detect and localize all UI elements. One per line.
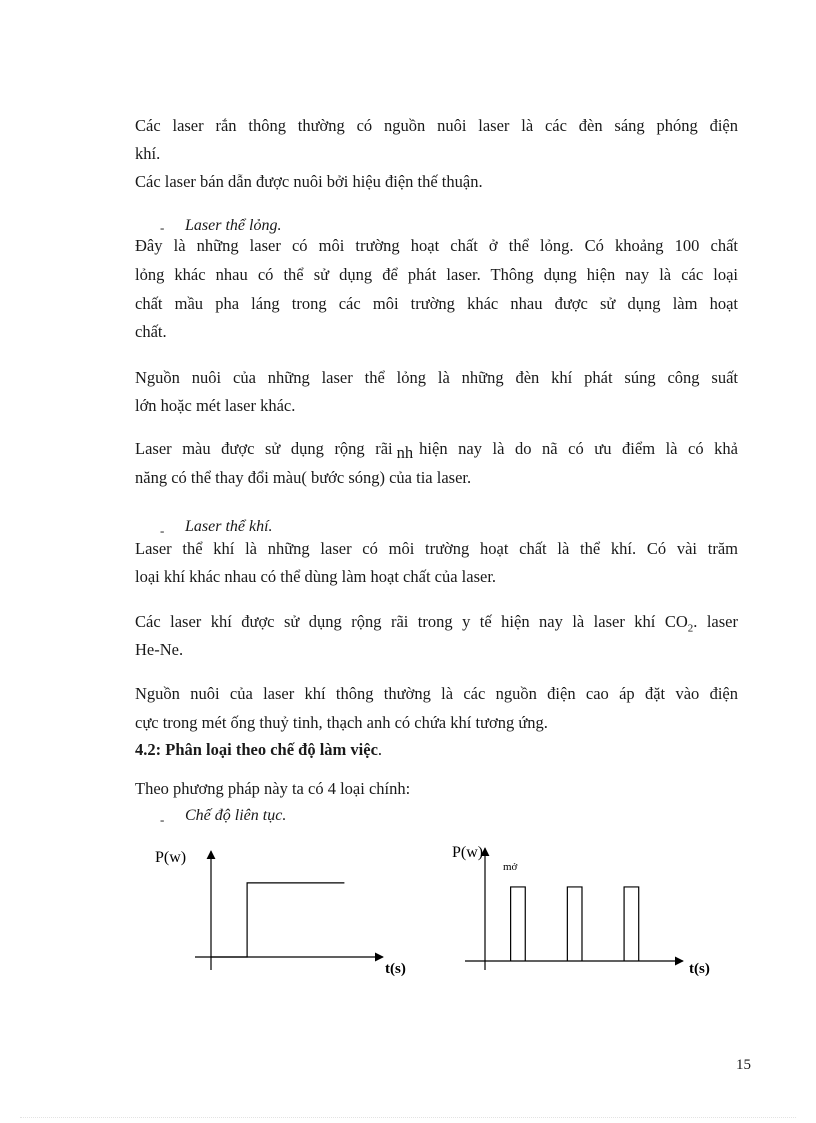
chart-1-y-label: P(w) <box>155 849 187 866</box>
co2-text-b: . laser <box>693 612 738 631</box>
chart-1-continuous-series <box>211 883 344 957</box>
co2-text-a: Các laser khí được sử dụng rộng rãi trong y tế hiện nay là laser khí CO <box>135 612 688 631</box>
subheading-liquid-laser: Laser thể lỏng. <box>185 217 282 234</box>
dye-laser-inserted-nh: nh <box>396 443 414 462</box>
paragraph-solid-laser-line-2: khí. <box>135 144 161 163</box>
chart-2-y-label: P(w) <box>452 844 484 861</box>
section-heading-dot: . <box>377 740 383 759</box>
chart-2-pulse-2 <box>567 887 582 961</box>
chart-1-x-label: t(s) <box>385 961 406 977</box>
page-bottom-dotted-rule <box>20 1117 796 1118</box>
paragraph-liquid-source-line-1: Nguồn nuôi của những laser thể lỏng là những đèn khí phát súng công suất <box>135 368 738 387</box>
paragraph-liquid-source-line-2: lớn hoặc mét laser khác. <box>135 396 296 415</box>
paragraph-gas-source-line-2: cực trong mét ống thuỷ tinh, thạch anh có chứa khí tương ứng. <box>135 713 548 732</box>
paragraph-dye-laser-line-2: năng có thể thay đổi màu( bước sóng) của tia laser. <box>135 468 472 487</box>
bullet-mark: - <box>160 220 165 235</box>
paragraph-co2-line-2: He-Ne. <box>135 640 184 659</box>
chart-2-pulse-3 <box>624 887 639 961</box>
paragraph-liquid-line-3: chất mầu pha láng trong các môi trường khác nhau được sử dụng làm hoạt <box>135 294 738 313</box>
chart-2-pulse-1 <box>511 887 526 961</box>
section-heading-text: 4.2: Phân loại theo chế độ làm việc <box>135 740 378 759</box>
page-number: 15 <box>736 1057 751 1073</box>
paragraph-liquid-line-4: chất. <box>135 322 167 341</box>
chart-2-x-label: t(s) <box>689 961 710 977</box>
co2-subscript: 2 <box>687 622 694 635</box>
bullet-mark: - <box>160 812 165 827</box>
paragraph-solid-laser-line-1: Các laser rắn thông thường có nguồn nuôi laser là các đèn sáng phóng điện <box>135 116 738 135</box>
paragraph-gas-line-1: Laser thể khí là những laser có môi trường hoạt chất là thể khí. Có vài trăm <box>135 539 738 558</box>
subheading-gas-laser: Laser thể khí. <box>185 518 273 535</box>
paragraph-liquid-line-2: lỏng khác nhau có thể sử dụng để phát laser. Thông dụng hiện nay là các loại <box>135 265 738 284</box>
paragraph-liquid-line-1: Đây là những laser có môi trường hoạt chất ở thể lỏng. Có khoảng 100 chất <box>135 236 738 255</box>
subheading-continuous-mode: Chế độ liên tục. <box>185 807 287 824</box>
dye-laser-text-b: hiện nay là do nã có ưu điểm là có khả <box>419 439 738 458</box>
chart-2-annotation: mở <box>503 861 518 873</box>
paragraph-semiconductor-laser: Các laser bán dẫn được nuôi bởi hiệu điện thế thuận. <box>135 172 483 191</box>
paragraph-gas-line-2: loại khí khác nhau có thể dùng làm hoạt chất của laser. <box>135 567 497 586</box>
paragraph-four-types: Theo phương pháp này ta có 4 loại chính: <box>135 779 411 798</box>
chart-continuous <box>155 849 406 977</box>
paragraph-gas-source-line-1: Nguồn nuôi của laser khí thông thường là các nguồn điện cao áp đặt vào điện <box>135 684 738 703</box>
dye-laser-text-a: Laser màu được sử dụng rộng rãi <box>135 439 393 458</box>
bullet-mark: - <box>160 523 165 538</box>
chart-pulsed <box>452 844 710 977</box>
